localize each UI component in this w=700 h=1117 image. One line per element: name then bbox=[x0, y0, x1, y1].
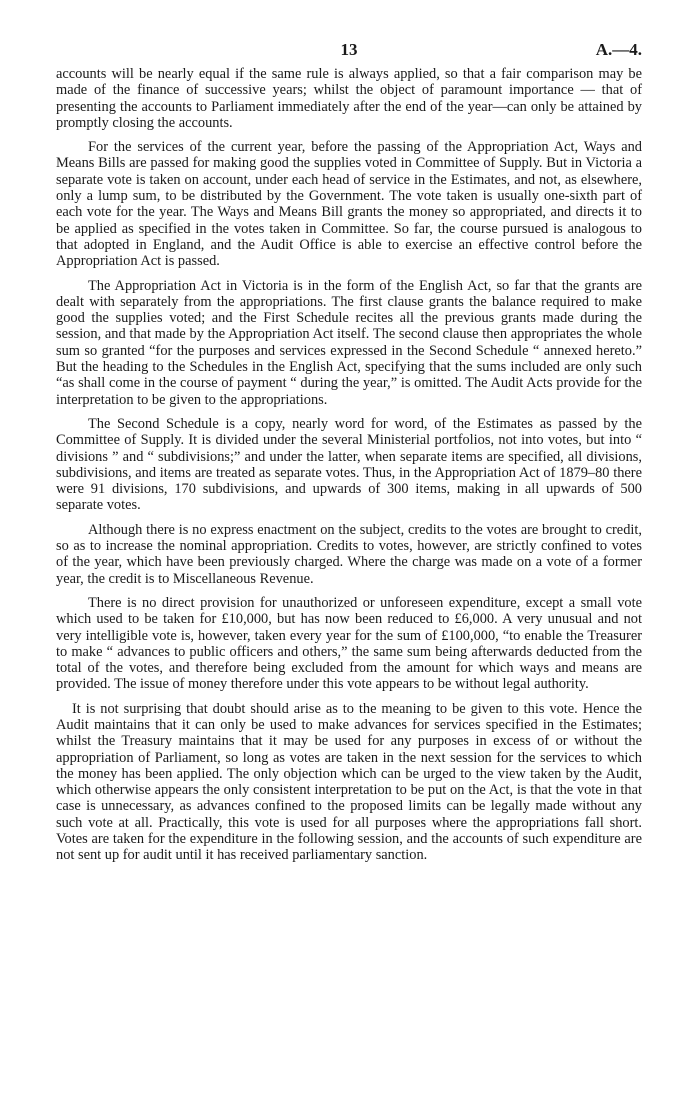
document-page bbox=[56, 40, 642, 872]
body-text bbox=[56, 66, 642, 864]
page-header bbox=[56, 40, 642, 66]
paragraph-ways-and-means: For the services of the current year, before the passing of the Appropriation Act, Ways and Means Bills are passed for making good the supplies voted in Committee of Supply. But in Victoria a separate vote is taken on account, under each head of service in the Estimates, and not, as elsewhere, only a lump sum, to be distributed by the Government. The vote taken is usually one-sixth part of each vote for the year. The Ways and Means Bill grants the money so appropriated, and directs it to be applied as specified in the votes taken in Committee. So far, the course pursued is analogous to that adopted in England, and the Audit Office is able to exercise an effective control before the Appropriation Act is passed. bbox=[56, 139, 642, 270]
paragraph-unforeseen-expenditure: There is no direct provision for unauthorized or unforeseen expenditure, except a small vote which used to be taken for £10,000, but has now been reduced to £6,000. A very unusual and not very intelligible vote is, however, taken every year for the sum of £100,000, “to enable the Treasurer to make “ advances to public officers and others,” the same sum being afterwards deducted from the total of the votes, and therefore being excluded from the amount for which ways and means are provided. The issue of money therefore under this vote appears to be without legal authority. bbox=[56, 594, 642, 693]
paragraph-second-schedule: The Second Schedule is a copy, nearly word for word, of the Estimates as passed by the Committee of Supply. It is divided under the several Ministerial portfolios, not into votes, but into “ divisions ” and “ subdivisions;” and under the latter, when separate items are specified, all divisions, subdivisions, and items are treated as separate votes. Thus, in the Appropriation Act of 1879–80 there were 91 divisions, 170 subdivisions, and upwards of 300 items, making in all upwards of 500 separate votes. bbox=[56, 415, 642, 514]
document-code: A.—4. bbox=[595, 40, 642, 59]
page-number: 13 bbox=[340, 40, 358, 59]
paragraph-continued: accounts will be nearly equal if the same rule is always applied, so that a fair comparison may be made of the finance of successive years; whilst the object of paramount importance — that of presenting the accounts to Parliament immediately after the end of the year—can only be attained by promptly closing the accounts. bbox=[56, 66, 642, 131]
paragraph-appropriation-act: The Appropriation Act in Victoria is in the form of the English Act, so far that the grants are dealt with separately from the appropriations. The first clause grants the balance required to make good the supplies voted; and the First Schedule recites all the previous grants made during the session, and that made by the Appropriation Act itself. The second clause then appropriates the whole sum so granted “for the purposes and services expressed in the Second Schedule “ annexed hereto.” But the heading to the Schedules in the English Act, specifying that the sums included are only such “as shall come in the course of payment “ during the year,” is omitted. The Audit Acts provide for the interpretation to be given to the appropriations. bbox=[56, 277, 642, 408]
paragraph-vote-meaning: It is not surprising that doubt should arise as to the meaning to be given to this vote. Hence the Audit maintains that it can only be used to make advances for services specified in the Estimates; whilst the Treasury maintains that it may be used for any purposes in excess of or without the appropriation of Parliament, so long as votes are taken in the next session for the services to which the money has been applied. The only objection which can be urged to the view taken by the Audit, which otherwise appears the only consistent interpretation to be put on the Act, is that the vote in that case is unnecessary, as advances confined to the proposed limits can be legally made without any such vote at all. Practically, this vote is used for all purposes where the appropriations fall short. Votes are taken for the expenditure in the following session, and the accounts of such expenditure are not sent up for audit until it has received parliamentary sanction. bbox=[56, 700, 642, 864]
paragraph-credits-to-votes: Although there is no express enactment on the subject, credits to the votes are brought to credit, so as to increase the nominal appropriation. Credits to votes, however, are strictly confined to votes of the year, which have been previously charged. Where the charge was made on a vote of a former year, the credit is to Miscellaneous Revenue. bbox=[56, 521, 642, 587]
